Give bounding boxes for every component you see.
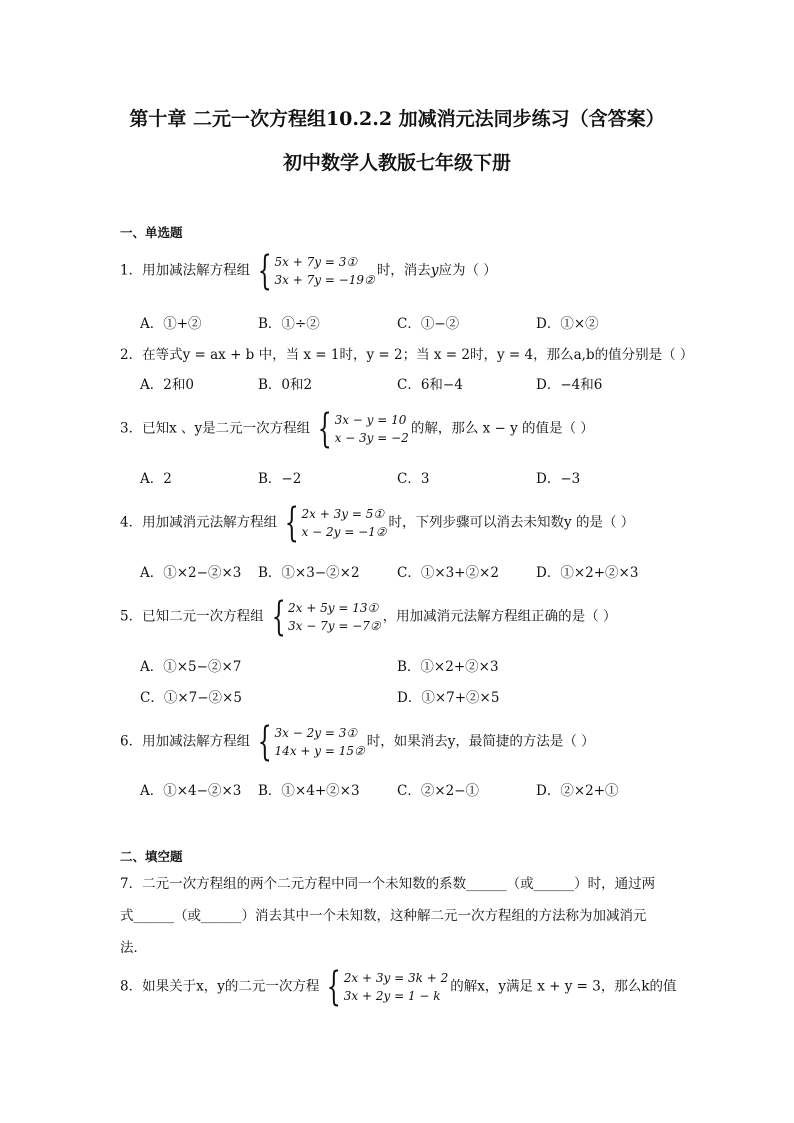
question-number: 8． [120,978,143,995]
option-d[interactable]: D．−3 [536,471,581,487]
question-6 [120,719,595,765]
question-text: 应为（ ） [438,262,497,279]
option-b[interactable]: B．−2 [258,471,302,487]
question-text: 的解x，y满足 x + y = 3，那么k的值 [450,978,677,995]
question-5 [120,594,617,640]
option-b[interactable]: B．①×3−②×2 [258,565,360,581]
question-4 [120,500,635,546]
equation-2: 3x + 2y = 1 − k [343,989,441,1003]
question-text: ，用加减消元法解方程组正确的是（ ） [382,608,617,625]
document-subtitle: 初中数学人教版七年级下册 [282,152,511,174]
option-c[interactable]: C．①×7−②×5 [140,690,242,706]
option-b[interactable]: B．①×2+②×3 [397,659,499,675]
variable: y [430,262,439,279]
question-text: 用加减法解方程组 [142,733,251,750]
option-d[interactable]: D．②×2+① [536,783,619,799]
equation-system: { 3x − 2y = 3① 14x + y = 15② [257,719,365,765]
question-text: 已知x 、y是二元一次方程组 [142,420,311,437]
equation-1: 5x + 7y = 3① [274,255,358,269]
document-title: 第十章 二元一次方程组10.2.2 加减消元法同步练习（含答案） [129,108,665,130]
question-number: 2． [120,347,143,363]
question-text: 如果关于x，y的二元一次方程 [142,978,320,995]
question-7-line-1: 7．二元一次方程组的两个二元方程中同一个未知数的系数______（或______）时，通过两 [120,876,656,892]
question-1 [120,248,497,294]
question-number: 5． [120,608,143,625]
option-a[interactable]: A．2和0 [140,377,194,393]
option-c[interactable]: C．①−② [397,316,460,332]
question-text: 在等式y = ax + b 中，当 x = 1时，y = 2；当 x = 2时，y = 4，那么a,b的值分别是（ ） [142,347,694,363]
equation-system: { 2x + 3y = 5① x − 2y = −1② [284,500,387,546]
question-text: 已知二元一次方程组 [142,608,264,625]
equation-system: { 3x − y = 10 x − 3y = −2 [317,406,409,452]
option-b[interactable]: B．①÷② [258,316,320,332]
equation-system: { 5x + 7y = 3① 3x + 7y = −19② [257,248,375,294]
question-text: 时，消去 [376,262,431,279]
option-a[interactable]: A．①×2−②×3 [140,565,242,581]
option-a[interactable]: A．①×5−②×7 [140,659,242,675]
option-b[interactable]: B．0和2 [258,377,313,393]
question-text: 用加减消元法解方程组 [142,514,278,531]
section-heading-fill-in: 二、填空题 [120,849,183,864]
option-d[interactable]: D．①×② [536,316,599,332]
question-number: 3． [120,420,143,437]
question-8 [120,964,677,1010]
equation-2: 3x + 7y = −19② [274,273,375,287]
equation-1: 3x − 2y = 3① [274,726,358,740]
option-b[interactable]: B．①×4+②×3 [258,783,360,799]
question-text: 时，如果消去y，最简捷的方法是（ ） [366,733,595,750]
option-a[interactable]: A．①+② [140,316,202,332]
equation-1: 2x + 5y = 13① [288,601,379,615]
question-text: 用加减法解方程组 [142,262,251,279]
question-2 [120,343,693,363]
option-d[interactable]: D．−4和6 [536,377,603,393]
equation-2: 3x − 7y = −7② [288,619,381,633]
equation-1: 3x − y = 10 [334,413,407,427]
option-c[interactable]: C．①×3+②×2 [397,565,499,581]
question-text: 时，下列步骤可以消去未知数y 的是（ ） [388,514,635,531]
equation-system: { 2x + 3y = 3k + 2 3x + 2y = 1 − k [327,964,449,1010]
option-c[interactable]: C．②×2−① [397,783,480,799]
option-c[interactable]: C．6和−4 [397,377,463,393]
equation-2: x − 2y = −1② [301,525,387,539]
equation-2: 14x + y = 15② [274,744,365,758]
equation-system: { 2x + 5y = 13① 3x − 7y = −7② [271,594,381,640]
question-7-line-2: 式______（或______）消去其中一个未知数，这种解二元一次方程组的方法称为加减消元 [120,908,647,924]
question-number: 4． [120,514,143,531]
option-a[interactable]: A．2 [140,471,172,487]
section-heading-single-choice: 一、单选题 [120,225,183,240]
option-c[interactable]: C．3 [397,471,430,487]
equation-1: 2x + 3y = 3k + 2 [343,971,449,985]
question-3 [120,406,594,452]
option-d[interactable]: D．①×7+②×5 [397,690,500,706]
option-a[interactable]: A．①×4−②×3 [140,783,242,799]
question-number: 6． [120,733,143,750]
question-7-line-3: 法． [120,940,147,956]
question-text: 的解，那么 x − y 的值是（ ） [410,420,594,437]
equation-2: x − 3y = −2 [334,431,409,445]
equation-1: 2x + 3y = 5① [301,507,385,521]
option-d[interactable]: D．①×2+②×3 [536,565,639,581]
question-number: 1． [120,262,143,279]
